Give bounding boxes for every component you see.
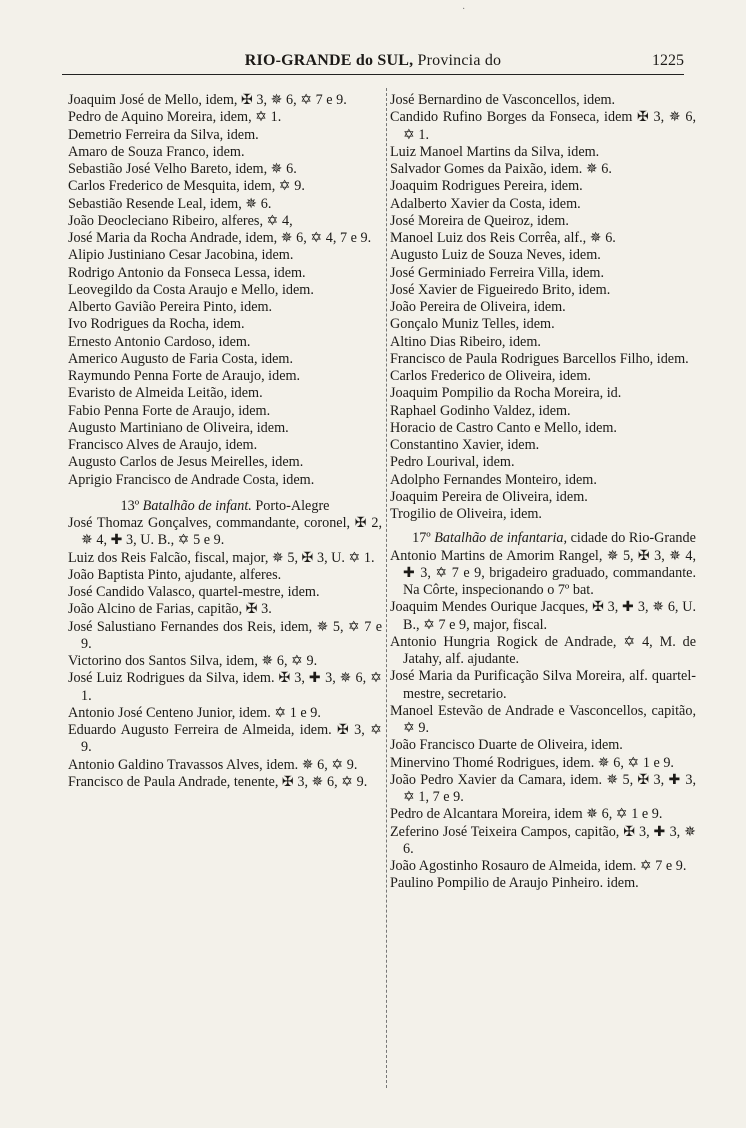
roster-entry: Pedro de Alcantara Moreira, idem ✵ 6, ✡ 1 e 9. [390,806,663,823]
roster-entry: Manoel Estevão de Andrade e Vasconcellos, capitão, ✡ 9. [390,702,696,736]
roster-entry: Joaquim Pereira de Oliveira, idem. [390,488,588,505]
roster-entry: José Xavier de Figueiredo Brito, idem. [390,281,611,298]
roster-entry: Horacio de Castro Canto e Mello, idem. [390,419,617,436]
roster-entry: Constantino Xavier, idem. [390,437,540,453]
roster-entry: João Agostinho Rosauro de Almeida, idem. ✡ 7 e 9. [390,858,687,874]
left-entries-b [68,515,382,791]
roster-entry: Luiz Manoel Martins da Silva, idem. [390,143,600,160]
roster-entry: José Maria da Rocha Andrade, idem, ✵ 6, ✡ 4, 7 e 9. [68,230,372,246]
scan-mark: · [462,4,466,15]
roster-entry: Augusto Carlos de Jesus Meirelles, idem. [68,454,304,471]
roster-entry: Pedro de Aquino Moreira, idem, ✡ 1. [68,109,282,126]
roster-entry: Alipio Justiniano Cesar Jacobina, idem. [68,247,294,264]
section-heading-13 [68,498,382,515]
roster-entry: Rodrigo Antonio da Fonseca Lessa, idem. [68,264,306,281]
column-divider [386,88,387,1088]
left-column [68,92,382,791]
roster-entry: José Luiz Rodrigues da Silva, idem. ✠ 3, ✚ 3, ✵ 6, ✡ 1. [68,670,382,704]
roster-entry: João Alcino de Farias, capitão, ✠ 3. [68,601,272,618]
section-number: 17º [412,530,435,547]
roster-entry: Eduardo Augusto Ferreira de Almeida, idem. ✠ 3, ✡ 9. [68,722,382,756]
roster-entry: Zeferino José Teixeira Campos, capitão, ✠ 3, ✚ 3, ✵ 6. [390,823,696,857]
roster-entry: Joaquim Rodrigues Pereira, idem. [390,178,583,195]
section-place: Porto-Alegre [251,497,330,514]
roster-entry: Adolpho Fernandes Monteiro, idem. [390,471,597,488]
roster-entry: Francisco de Paula Andrade, tenente, ✠ 3, ✵ 6, ✡ 9. [68,773,368,790]
roster-entry: Carlos Frederico de Mesquita, idem, ✡ 9. [68,178,305,195]
roster-entry: Salvador Gomes da Paixão, idem. ✵ 6. [390,161,612,177]
section-number: 13º [120,497,140,514]
roster-entry: Demetrio Ferreira da Silva, idem. [68,126,259,143]
roster-entry: Gonçalo Muniz Telles, idem. [390,316,555,333]
roster-entry: Manoel Luiz dos Reis Corrêa, alf., ✵ 6. [390,230,616,246]
right-entries-a [390,92,696,523]
roster-entry: Antonio Hungria Rogick de Andrade, ✡ 4, M. de Jatahy, alf. ajudante. [390,633,696,667]
roster-entry: Antonio José Centeno Junior, idem. ✡ 1 e 9. [68,704,321,721]
roster-entry: José Salustiano Fernandes dos Reis, idem, ✵ 5, ✡ 7 e 9. [68,618,382,652]
section-unit: Batalhão de infant. [142,497,252,514]
roster-entry: Candido Rufino Borges da Fonseca, idem ✠ 3, ✵ 6, ✡ 1. [390,109,696,143]
roster-entry: Joaquim Mendes Ourique Jacques, ✠ 3, ✚ 3, ✵ 6, U. B., ✡ 7 e 9, major, fiscal. [390,599,696,633]
section-heading-17 [390,530,696,547]
page-number: 1225 [652,52,684,69]
roster-entry: Victorino dos Santos Silva, idem, ✵ 6, ✡ 9. [68,653,318,669]
roster-entry: Minervino Thomé Rodrigues, idem. ✵ 6, ✡ 1 e 9. [390,754,674,771]
roster-entry: Adalberto Xavier da Costa, idem. [390,195,581,212]
roster-entry: Leovegildo da Costa Araujo e Mello, idem. [68,281,314,298]
roster-entry: Raphael Godinho Valdez, idem. [390,402,571,419]
roster-entry: Joaquim José de Mello, idem, ✠ 3, ✵ 6, ✡ 7 e 9. [68,92,347,108]
roster-entry: José Bernardino de Vasconcellos, idem. [390,92,616,108]
roster-entry: Antonio Martins de Amorim Rangel, ✵ 5, ✠ 3, ✵ 4, ✚ 3, ✡ 7 e 9, brigadeiro graduado, commandante. Na Côrte, inspecionando o 7º bat. [390,547,696,598]
roster-entry: Amaro de Souza Franco, idem. [68,143,245,160]
roster-entry: Raymundo Penna Forte de Araujo, idem. [68,368,301,384]
running-title-province: RIO-GRANDE do SUL, [244,52,414,69]
roster-entry: José Thomaz Gonçalves, commandante, coronel, ✠ 2, ✵ 4, ✚ 3, U. B., ✡ 5 e 9. [68,515,382,549]
roster-entry: Evaristo de Almeida Leitão, idem. [68,385,263,402]
roster-entry: José Maria da Purificação Silva Moreira, alf. quartel-mestre, secretario. [390,668,696,702]
roster-entry: Ernesto Antonio Cardoso, idem. [68,333,251,350]
roster-entry: Sebastião Resende Leal, idem, ✵ 6. [68,195,272,212]
roster-entry: Pedro Lourival, idem. [390,454,515,471]
right-entries-b [390,548,696,893]
roster-entry: Fabio Penna Forte de Araujo, idem. [68,402,271,419]
roster-entry: Augusto Luiz de Souza Neves, idem. [390,247,601,264]
running-title [62,52,684,70]
roster-entry: João Deocleciano Ribeiro, alferes, ✡ 4, [68,212,293,229]
roster-entry: João Pereira de Oliveira, idem. [390,299,566,315]
roster-entry: Alberto Gavião Pereira Pinto, idem. [68,299,273,315]
roster-entry: Carlos Frederico de Oliveira, idem. [390,368,591,384]
roster-entry: José Candido Valasco, quartel-mestre, idem. [68,584,320,600]
roster-entry: Francisco Alves de Araujo, idem. [68,437,258,453]
roster-entry: Aprigio Francisco de Andrade Costa, idem. [68,471,315,488]
roster-entry: José Germiniado Ferreira Villa, idem. [390,264,605,281]
roster-entry: Paulino Pompilio de Araujo Pinheiro. idem. [390,875,639,892]
section-unit: Batalhão de infantaria, [434,530,568,547]
page-header [62,46,684,75]
roster-entry: João Baptista Pinto, ajudante, alferes. [68,566,282,583]
roster-entry: Luiz dos Reis Falcão, fiscal, major, ✵ 5, ✠ 3, U. ✡ 1. [68,549,375,566]
roster-entry: Antonio Galdino Travassos Alves, idem. ✵ 6, ✡ 9. [68,756,358,773]
roster-entry: Trogilio de Oliveira, idem. [390,506,542,522]
roster-entry: Ivo Rodrigues da Rocha, idem. [68,316,245,333]
roster-entry: Sebastião José Velho Bareto, idem, ✵ 6. [68,161,297,177]
roster-entry: João Pedro Xavier da Camara, idem. ✵ 5, ✠ 3, ✚ 3, ✡ 1, 7 e 9. [390,771,696,805]
right-column [390,92,696,893]
roster-entry: Altino Dias Ribeiro, idem. [390,333,541,350]
roster-entry: João Francisco Duarte de Oliveira, idem. [390,737,623,754]
roster-entry: Augusto Martiniano de Oliveira, idem. [68,419,289,436]
roster-entry: Francisco de Paula Rodrigues Barcellos Filho, idem. [390,350,689,367]
left-entries-a [68,92,382,489]
roster-entry: Americo Augusto de Faria Costa, idem. [68,350,293,367]
roster-entry: Joaquim Pompilio da Rocha Moreira, id. [390,385,622,402]
roster-entry: José Moreira de Queiroz, idem. [390,212,569,229]
running-title-rest: Provincia do [413,52,502,69]
section-place: cidade do Rio-Grande [567,530,696,547]
